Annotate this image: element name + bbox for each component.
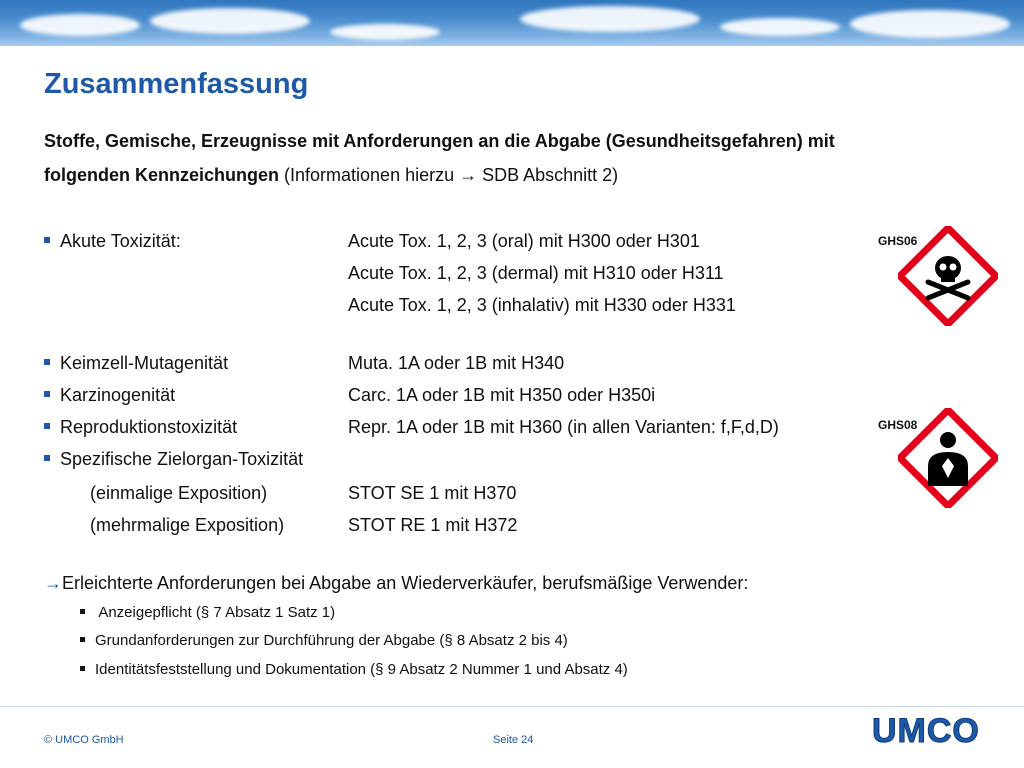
ghs06-label: GHS06	[878, 234, 918, 248]
item-value: Acute Tox. 1, 2, 3 (inhalativ) mit H330 oder H331	[348, 295, 736, 315]
list-item	[44, 412, 779, 442]
arrow-icon: →	[44, 573, 62, 593]
list-item	[44, 444, 346, 474]
intro-bold-line2: folgenden Kennzeichungen	[44, 165, 280, 185]
subitem-text: Anzeigepflicht (§ 7 Absatz 1 Satz 1)	[95, 604, 336, 621]
item-label: Keimzell-Mutagenität	[60, 353, 229, 373]
bullet-icon	[44, 391, 50, 397]
svg-text:UMCO: UMCO	[872, 712, 980, 746]
bullet-icon	[44, 423, 50, 429]
footer-page-number: Seite 24	[493, 734, 534, 746]
intro-normal-line2-end: SDB Abschnitt 2)	[477, 165, 619, 185]
list-item	[44, 348, 565, 378]
item-label: Akute Toxizität:	[60, 231, 181, 251]
item-value: STOT RE 1 mit H372	[348, 515, 518, 535]
list-item	[80, 629, 568, 653]
item-label: (mehrmalige Exposition)	[90, 515, 285, 535]
ghs08-label: GHS08	[878, 418, 918, 432]
umco-logo	[872, 712, 982, 746]
footer-divider	[0, 706, 1024, 707]
bullet-icon	[44, 359, 50, 365]
intro-bold-line1: Stoffe, Gemische, Erzeugnisse mit Anforderungen an die Abgabe (Gesundheitsgefahren) mit	[44, 131, 835, 151]
item-label: Karzinogenität	[60, 385, 176, 405]
list-item	[44, 226, 700, 256]
bullet-icon	[80, 637, 85, 642]
arrow-icon: →	[459, 165, 478, 185]
health-hazard-icon	[898, 408, 998, 508]
bullet-icon	[44, 455, 50, 461]
item-value: STOT SE 1 mit H370	[348, 483, 517, 503]
item-label: Spezifische Zielorgan-Toxizität	[60, 449, 304, 469]
bullet-icon	[80, 666, 85, 671]
bullet-icon	[44, 237, 50, 243]
item-value: Carc. 1A oder 1B mit H350 oder H350i	[348, 385, 656, 405]
item-value: Repr. 1A oder 1B mit H360 (in allen Varianten: f,F,d,D)	[348, 417, 779, 437]
relief-text: Erleichterte Anforderungen bei Abgabe an Wiederverkäufer, berufsmäßige Verwender:	[62, 573, 749, 593]
footer-copyright: © UMCO GmbH	[44, 734, 124, 746]
skull-crossbones-icon	[898, 226, 998, 326]
list-item	[44, 510, 518, 540]
subitem-text: Identitätsfeststellung und Dokumentation (§ 9 Absatz 2 Nummer 1 und Absatz 4)	[95, 661, 628, 678]
list-item	[44, 478, 517, 508]
header-sky-banner	[0, 0, 1024, 46]
bullet-icon	[80, 609, 85, 614]
item-value: Acute Tox. 1, 2, 3 (dermal) mit H310 oder H311	[348, 263, 724, 283]
subitem-text: Grundanforderungen zur Durchführung der Abgabe (§ 8 Absatz 2 bis 4)	[95, 632, 568, 649]
item-label: (einmalige Exposition)	[90, 483, 268, 503]
page-title: Zusammenfassung	[44, 68, 309, 100]
list-item	[80, 601, 335, 625]
item-value: Muta. 1A oder 1B mit H340	[348, 353, 565, 373]
list-item	[80, 658, 628, 682]
intro-normal-line2: (Informationen hierzu	[279, 165, 460, 185]
intro-text	[44, 124, 944, 192]
item-value: Acute Tox. 1, 2, 3 (oral) mit H300 oder H301	[348, 231, 700, 251]
relief-heading	[44, 568, 748, 598]
list-item	[44, 380, 656, 410]
item-label: Reproduktionstoxizität	[60, 417, 238, 437]
